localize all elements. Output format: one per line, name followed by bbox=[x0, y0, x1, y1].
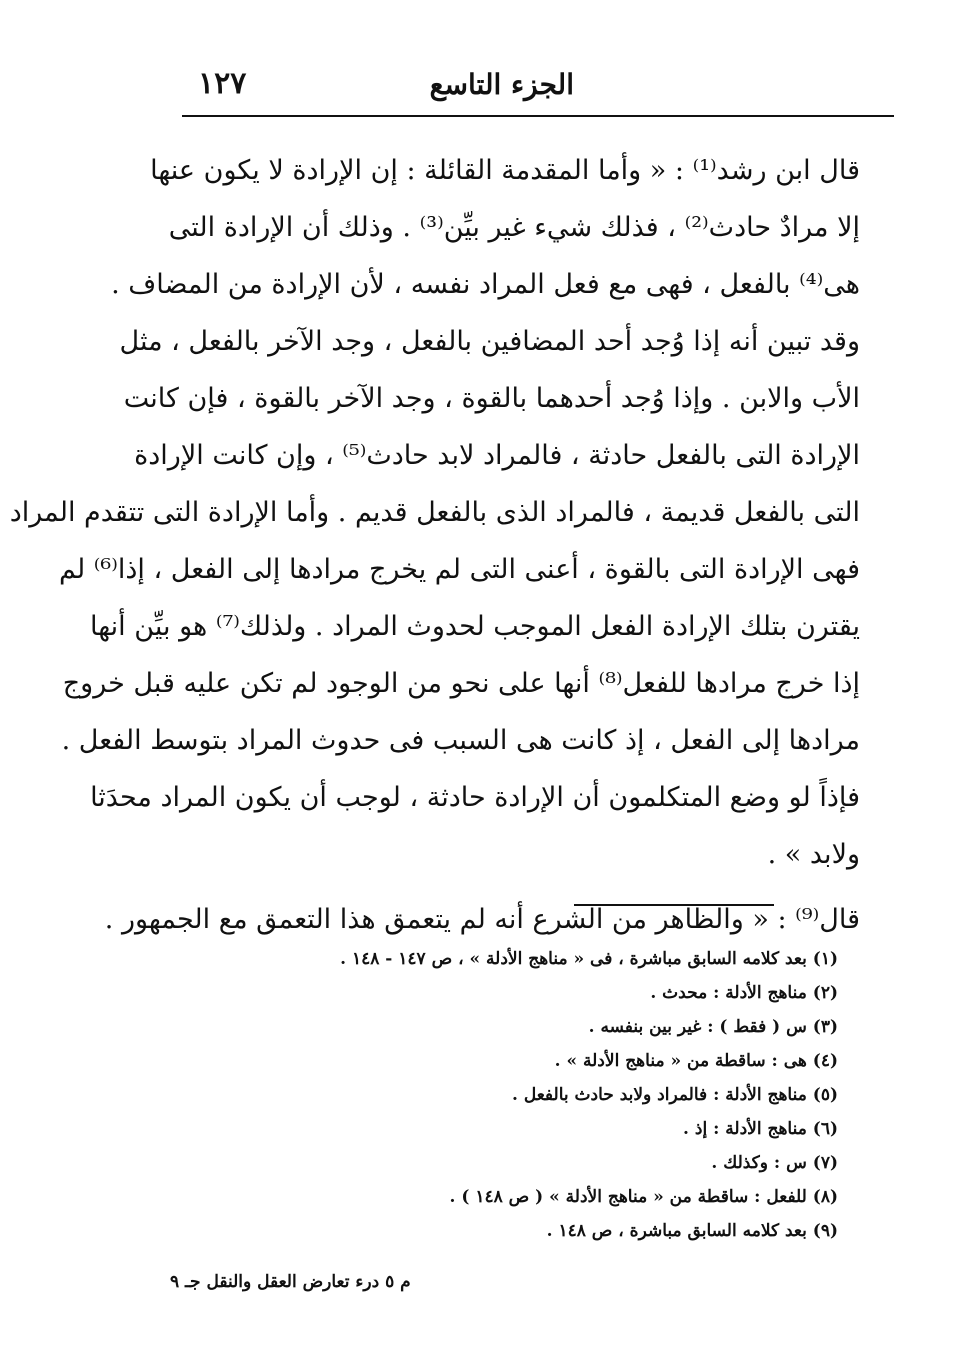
page-number: ١٢٧ bbox=[198, 66, 247, 101]
footnote: (٦) مناهج الأدلة : إذ . bbox=[683, 1119, 838, 1139]
footnote: (٩) بعد كلامه السابق مباشرة ، ص ١٤٨ . bbox=[546, 1221, 838, 1241]
text-line: مرادها إلى الفعل ، إذ كانت هى السبب فى حدوث المراد بتوسط الفعل . bbox=[61, 725, 860, 756]
footnotes bbox=[318, 942, 838, 1248]
text-line: إذا خرج مرادها للفعل⁽⁸⁾ أنها على نحو من الوجود لم تكن عليه قبل خروج bbox=[62, 668, 860, 699]
main-text bbox=[9, 142, 860, 948]
text-line: الأب والابن . وإذا وُجد أحدهما بالقوة ، وجد الآخر بالقوة ، فإن كانت bbox=[123, 383, 860, 414]
footnote: (٨) للفعل : ساقطة من « مناهج الأدلة » ( ص ١٤٨ ) . bbox=[449, 1187, 838, 1207]
text-line: إلا مرادٌ حادث⁽²⁾ ، فذلك شيء غير بيِّن⁽³⁾ . وذلك أن الإرادة التى bbox=[168, 212, 860, 243]
text-line: وقد تبين أنه إذا وُجد أحد المضافين بالفعل ، وجد الآخر بالفعل ، مثل bbox=[119, 326, 860, 357]
text-line: الإرادة التى بالفعل حادثة ، فالمراد لابد حادث⁽⁵⁾ ، وإن كانت الإرادة bbox=[134, 440, 860, 471]
footnote: (١) بعد كلامه السابق مباشرة ، فى « مناهج الأدلة » ، ص ١٤٧ - ١٤٨ . bbox=[340, 949, 838, 969]
footnote: (٧) س : وكذلك . bbox=[711, 1153, 838, 1173]
header-rule bbox=[182, 115, 894, 117]
text-line: فهى الإرادة التى بالقوة ، أعنى التى لم يخرج مرادها إلى الفعل ، إذا⁽⁶⁾ لم bbox=[58, 554, 860, 585]
footnote: (٣) س ( فقط ) : غير بين بنفسه . bbox=[588, 1017, 838, 1037]
running-title: الجزء التاسع bbox=[429, 68, 574, 101]
text-line: قال ابن رشد⁽¹⁾ : « وأما المقدمة القائلة : إن الإرادة لا يكون عنها bbox=[150, 155, 860, 186]
text-line: التى بالفعل قديمة ، فالمراد الذى بالفعل قديم . وأما الإرادة التى تتقدم المراد bbox=[9, 497, 860, 528]
text-line: ولابد » . bbox=[767, 839, 860, 870]
running-header bbox=[182, 62, 894, 108]
text-line: يقترن بتلك الإرادة الفعل الموجب لحدوث المراد . ولذلك⁽⁷⁾ هو بيِّن أنها bbox=[90, 611, 860, 642]
footnote: (٥) مناهج الأدلة : فالمراد ولابد حادث بالفعل . bbox=[512, 1085, 838, 1105]
footnote: (٢) مناهج الأدلة : محدث . bbox=[650, 983, 838, 1003]
footnote-rule bbox=[574, 904, 774, 906]
text-line: فإذاً لو وضع المتكلمون أن الإرادة حادثة ، لوجب أن يكون المراد محدَثا bbox=[90, 782, 860, 813]
footnote: (٤) هى : ساقطة من « مناهج الأدلة » . bbox=[554, 1051, 838, 1071]
paragraph-gap bbox=[204, 883, 860, 891]
signature-mark: م ٥ درء تعارض العقل والنقل جـ ٩ bbox=[170, 1272, 411, 1292]
closing-line: قال⁽⁹⁾ : « والظاهر من الشرع أنه لم يتعمق هذا التعمق مع الجمهور . bbox=[104, 904, 860, 935]
text-line: هى⁽⁴⁾ بالفعل ، فهى مع فعل المراد نفسه ، لأن الإرادة من المضاف . bbox=[111, 269, 860, 300]
